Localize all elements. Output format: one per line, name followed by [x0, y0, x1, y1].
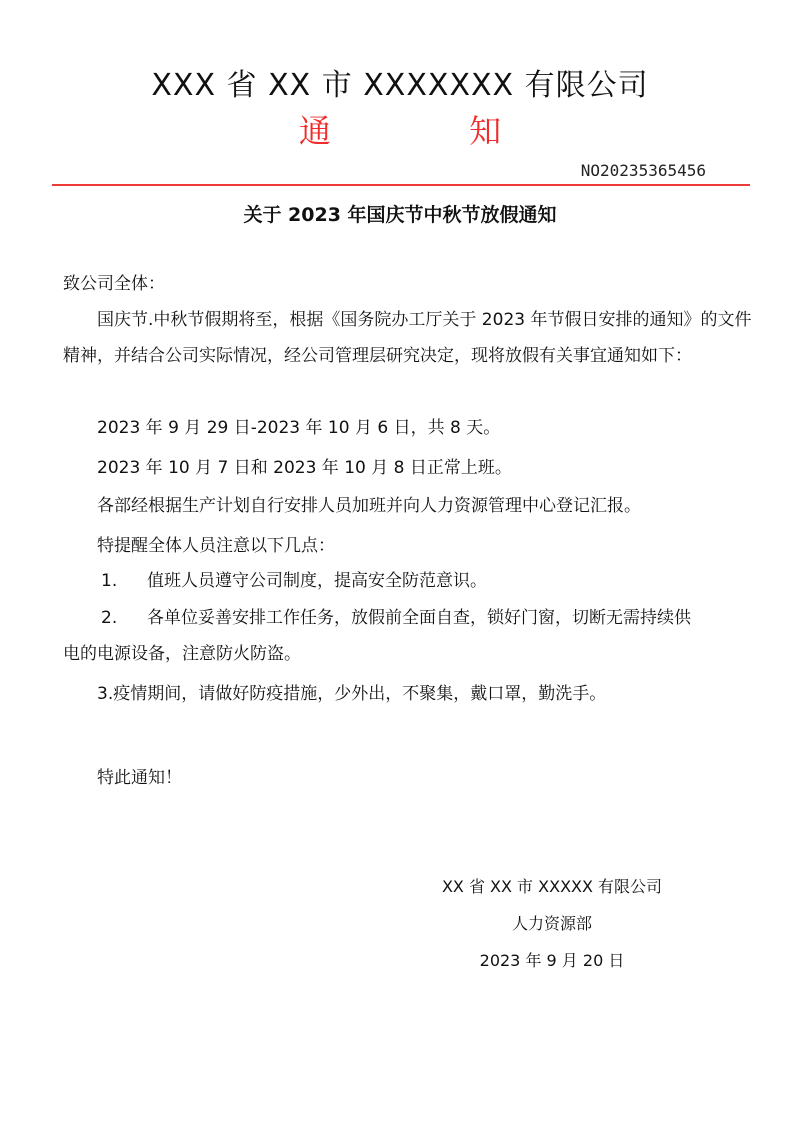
signature-company: XX 省 XX 市 XXXXX 有限公司: [441, 877, 663, 896]
notice-subject: 关于 2023 年国庆节中秋节放假通知: [243, 204, 557, 226]
overtime-arrangement-line: 各部经根据生产计划自行安排人员加班并向人力资源管理中心登记汇报。: [97, 496, 641, 516]
item-text: 各单位妥善安排工作任务，放假前全面自查，锁好门窗，切断无需持续供: [147, 608, 691, 628]
reminder-item: [101, 563, 751, 599]
signature-block: [412, 868, 692, 979]
company-name-header: XXX 省 XX 市 XXXXXXX 有限公司: [151, 68, 649, 103]
document-number: NO20235365456: [580, 161, 706, 180]
intro-paragraph: 国庆节.中秋节假期将至，根据《国务院办工厅关于 2023 年节假日安排的通知》的文件精神，并结合公司实际情况，经公司管理层研究决定，现将放假有关事宜通知如下：: [63, 310, 752, 366]
signature-date: 2023 年 9 月 20 日: [479, 951, 625, 970]
reminder-item: [63, 600, 753, 672]
holiday-dates-line: 2023 年 9 月 29 日-2023 年 10 月 6 日，共 8 天。: [97, 418, 501, 438]
item-number: 3.: [97, 684, 114, 704]
notice-title: 通 知: [298, 112, 566, 150]
reminder-intro-line: 特提醒全体人员注意以下几点：: [97, 536, 335, 556]
closing-remark: 特此通知！: [97, 768, 182, 788]
item-text-continued: 电的电源设备，注意防火防盗。: [63, 644, 301, 664]
item-text: 疫情期间，请做好防疫措施，少外出，不聚集，戴口罩，勤洗手。: [113, 684, 607, 704]
red-divider-line: [52, 184, 750, 186]
work-resume-line: 2023 年 10 月 7 日和 2023 年 10 月 8 日正常上班。: [97, 458, 512, 478]
item-text: 值班人员遵守公司制度，提高安全防范意识。: [147, 571, 487, 591]
signature-department: 人力资源部: [511, 914, 592, 933]
salutation: 致公司全体：: [63, 274, 165, 294]
reminder-item: [97, 676, 747, 712]
item-number: 1.: [101, 571, 118, 591]
item-number: 2.: [101, 608, 118, 628]
